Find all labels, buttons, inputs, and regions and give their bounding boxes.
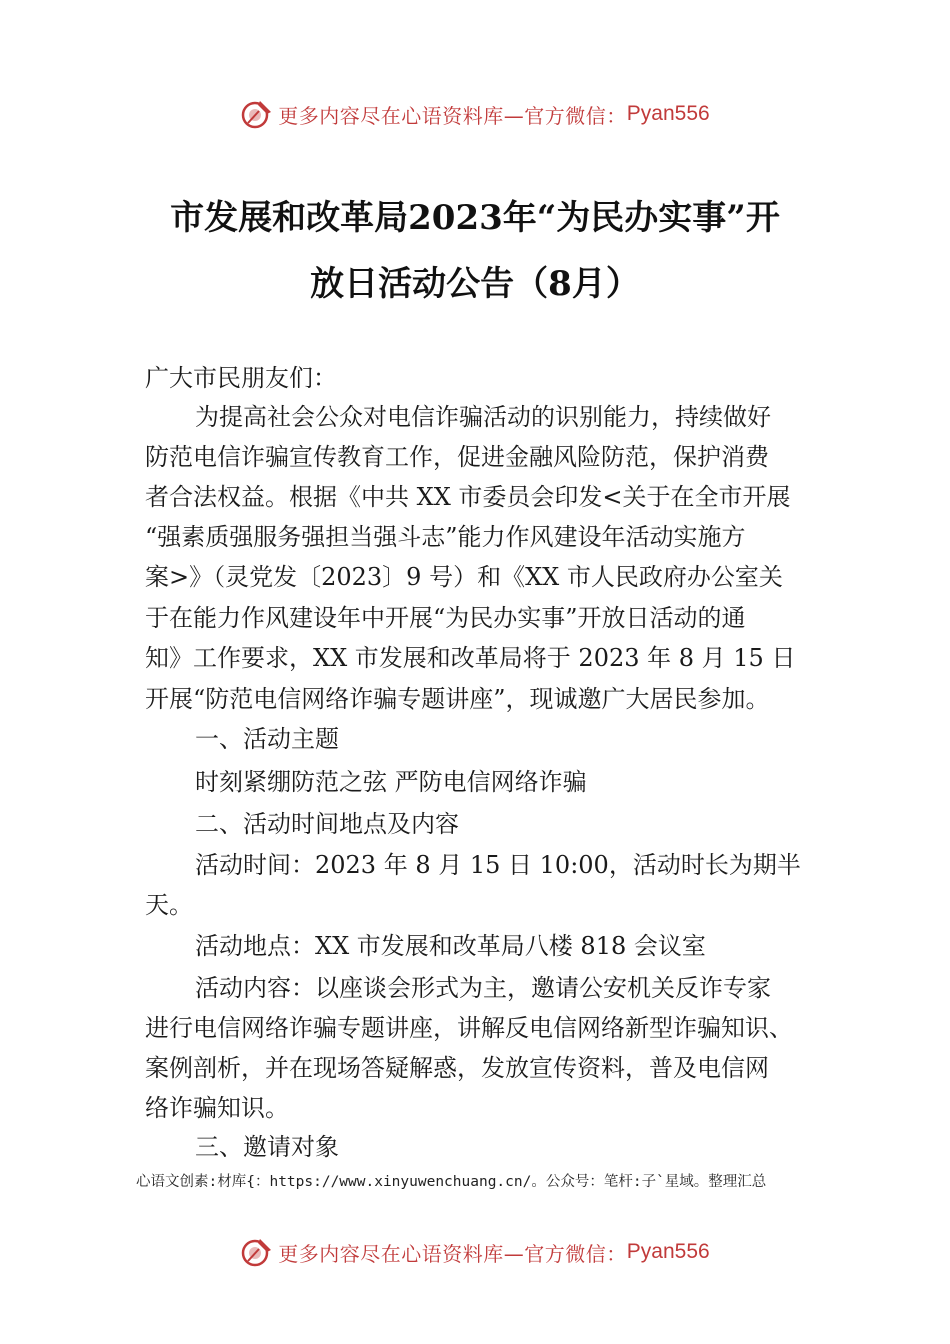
body-line: 案例剖析，并在现场答疑解惑，发放宣传资料，普及电信网: [145, 1054, 769, 1082]
activity-location: 活动地点：XX 市发展和改革局八楼 818 会议室: [195, 932, 706, 960]
source-footnote: 心语文创素:材库{：https://www.xinyuwenchuang.cn/。公众号：笔杆:子`星域。整理汇总: [136, 1174, 767, 1190]
body-line: 于在能力作风建设年中开展“为民办实事”开放日活动的通: [145, 604, 746, 632]
bottom-banner: [0, 1232, 950, 1272]
body-line: 天。: [145, 891, 193, 919]
body-line: 知》工作要求，XX 市发展和改革局将于 2023 年 8 月 15 日: [145, 644, 796, 672]
body-line: “强素质强服务强担当强斗志”能力作风建设年活动实施方: [145, 523, 746, 551]
banner-wechat-id: Pyan556: [626, 102, 710, 125]
document-title-line-1: 市发展和改革局2023年“为民办实事”开: [170, 198, 780, 238]
body-line: 防范电信诈骗宣传教育工作，促进金融风险防范，保护消费: [145, 443, 769, 471]
body-line: 者合法权益。根据《中共 XX 市委员会印发<关于在全市开展: [145, 483, 791, 511]
body-line: 案>》（灵党发〔2023〕9 号）和《XX 市人民政府办公室关: [145, 563, 783, 591]
body-line: 为提高社会公众对电信诈骗活动的识别能力，持续做好: [195, 403, 771, 431]
activity-theme: 时刻紧绷防范之弦 严防电信网络诈骗: [195, 768, 587, 796]
brush-logo-icon: [240, 1235, 274, 1269]
section-heading-2: 二、活动时间地点及内容: [195, 810, 459, 838]
banner-text: 更多内容尽在心语资料库—官方微信：: [278, 103, 627, 128]
activity-time: 活动时间：2023 年 8 月 15 日 10:00，活动时长为期半: [195, 851, 801, 879]
section-heading-3: 三、邀请对象: [195, 1133, 339, 1161]
salutation: 广大市民朋友们：: [145, 364, 337, 392]
body-line: 进行电信网络诈骗专题讲座，讲解反电信网络新型诈骗知识、: [145, 1014, 793, 1042]
top-banner: [0, 94, 950, 134]
banner-wechat-id: Pyan556: [626, 1240, 710, 1263]
activity-content: 活动内容：以座谈会形式为主，邀请公安机关反诈专家: [195, 974, 771, 1002]
body-line: 络诈骗知识。: [145, 1094, 289, 1122]
banner-text: 更多内容尽在心语资料库—官方微信：: [278, 1241, 627, 1266]
document-title-line-2: 放日活动公告（8月）: [310, 264, 640, 304]
section-heading-1: 一、活动主题: [195, 725, 339, 753]
brush-logo-icon: [240, 97, 274, 131]
body-line: 开展“防范电信网络诈骗专题讲座”，现诚邀广大居民参加。: [145, 685, 770, 713]
